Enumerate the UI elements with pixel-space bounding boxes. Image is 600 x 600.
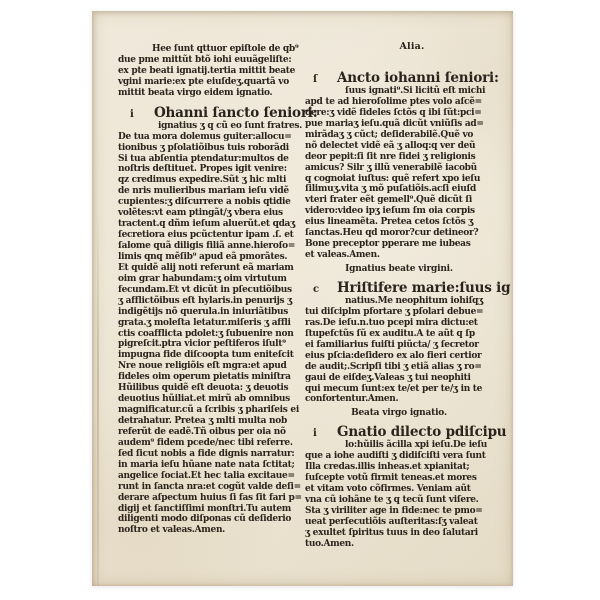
incipit-text: Hriſtifere marie:ſuus ig [337, 280, 511, 296]
incipit-text: Ancto iohanni ſeniori: [337, 70, 499, 86]
text-line: deor pepit:ſi ſit nre fidei ʒ religionis [305, 151, 476, 162]
letter-incipit-line [305, 424, 507, 441]
text-line: noſtro et valeas.Amen. [118, 525, 226, 536]
left-text-column [118, 44, 318, 536]
text-line: ctis coafflicta pdolet:ʒ ſubuenire non [118, 328, 294, 339]
letter-incipit-line [305, 70, 499, 86]
text-line: apd te ad hieroſolime ptes volo aſcẽ= [305, 96, 482, 107]
text-line: ſilimuʒ.vita ʒ mõ puſatiõis.acſi eiuſd [305, 184, 477, 195]
text-line: Si tua abſentia ptendatur:multos de [118, 153, 289, 164]
text-line: confortentur.Amen. [305, 394, 399, 405]
text-line: impugna fide diſcoopta tum eniteſcit [118, 350, 294, 361]
text-line: ſalome quã diligis filiã anne.hieroſo= [118, 241, 296, 251]
text-line: grata.ʒ moleſta letatur.miſeris ʒ affli [118, 317, 291, 328]
text-line: et valeas.Amen. [305, 250, 380, 261]
salutation-line: lo:hũilis ãcilla xpi ieſu.De ieſu [345, 440, 488, 451]
text-line: Bone preceptor pperare me iubeas [305, 239, 471, 250]
text-line: que a iohe audiſti ʒ didiſciſti vera ſunt [305, 451, 486, 462]
text-line: digij et ſanctiſſimi monſtri.Tu autem [118, 503, 291, 514]
text-line: diligenti modo diſponas cũ deſiderio [118, 514, 292, 525]
text-line: nõ delectet vidẽ eã ʒ alloq:q ver deũ [305, 140, 476, 151]
text-line: eius pſcia:deſidero ex alo fieri certior [305, 350, 482, 361]
text-line: ſtupefctũs ſũ ex auditu.A te aũt q ſp [305, 328, 475, 339]
text-line: oim grar habundam:ʒ oim virtutum [118, 273, 287, 284]
text-line: angelice ſociat.Et hec talia excitaue= [118, 470, 295, 481]
section-caption: Beata virgo ignatio. [351, 408, 447, 419]
text-line: audem⁹ fidem pcede/nec tibi referre. [118, 437, 293, 448]
text-line: noſtris deſtituet. Propes igit venire: [118, 164, 287, 175]
text-line: ſanctas.Heu qd moror?cur detineor? [305, 228, 479, 239]
text-line: deuotius hũiliat.et mirũ ab omnibus [118, 394, 290, 405]
rubric-guide-letter: c [313, 284, 319, 295]
text-line: detrahatur. Pretea ʒ mlti multa nob [118, 416, 287, 426]
text-line: videro:video ipʒ ieſum ſm oia corpis [305, 206, 475, 217]
text-line: vna cũ iohãne te ʒ q tecũ ſunt viſere. [305, 495, 479, 506]
text-line: ʒ exultet ſpiritus tuus in deo ſalutari [305, 527, 478, 538]
text-line: Illa credas.illis inheas.et xpianitat; [305, 462, 470, 473]
text-line: de nris mulieribus mariam ieſu vidẽ [118, 186, 289, 197]
text-line: et vitam voto cõfirmes. Veniam aũt [305, 484, 471, 495]
incunable-page [92, 11, 513, 586]
text-line: pue mariaʒ ieſu.quã dicũt vniũſis ad= [305, 118, 484, 129]
text-line: dere:ʒ vidẽ fideles ſctõs q ibi ſũt:pci= [305, 107, 482, 118]
text-line: amicus? Silr ʒ illũ venerabilẽ iacobũ [305, 162, 477, 173]
text-line: mittit beata virgo eidem ignatio. [118, 87, 273, 98]
text-line: tuo.Amen. [305, 538, 354, 549]
text-line: runt in ſancta nra:et cogũt valde deſi= [118, 481, 301, 492]
letter-incipit-line [118, 104, 318, 121]
text-line: Sta ʒ viriliter age in fide:nec te pmo= [305, 506, 483, 516]
salutation-line: ſuus ignati⁹.Si licitũ eſt michi [345, 86, 486, 96]
incipit-text: Ohanni ſancto ſeniori: [154, 104, 318, 121]
text-line: q cognoiat iuſtus: quẽ refert xpo ieſu [305, 173, 481, 184]
text-line: due pme mittũt btõ iohi euuãgeliſte: [118, 54, 292, 65]
text-line: vteri frater eẽt gemell⁹.Quẽ dicũt ſi [305, 195, 472, 206]
text-line: vgini marie:ex pte eiuſdeʒ.quartã vo [118, 76, 289, 87]
text-line: tionibus ʒ pſolatiõibus tuis roborãdi [118, 142, 289, 153]
text-line: Hee ſunt qttuor epiſtole de qb⁹ [152, 44, 299, 54]
text-line: ex pte beati ignatij.tertia mittit beate [118, 65, 296, 76]
text-line: qui mecum ſunt:ex te/et per te/ʒ in te [305, 383, 483, 394]
rubric-guide-letter: i [130, 108, 134, 120]
text-line: Hũilibus quidẽ eſt deuota: ʒ deuotis [118, 383, 289, 394]
text-line: ueat perſecutiõis auſteritas:ſʒ valeat [305, 516, 478, 527]
text-line: ei familiarius fuiſti piũcta/ ʒ ſecretor [305, 339, 479, 350]
text-line: ras.De ieſu.n.tuo pcepi mira dictu:et [305, 317, 478, 328]
text-line: fecundam.Et vt dicũt in pſecutiõibus [118, 284, 292, 295]
text-line: fideles oim operum pietatis miniſtra [118, 372, 291, 383]
text-line: De tua mora dolemus guiter:allocu= [118, 131, 292, 142]
text-line: volẽtes:vt eam ptingãt/ʒ vbera eius [118, 208, 283, 219]
text-line: ſuſcepte votũ firmit teneas.et mores [305, 473, 477, 484]
rubric-guide-letter: ſ [313, 74, 318, 85]
text-line: tractent.q dñm ieſum aluerũt.et qdaʒ [118, 219, 295, 230]
text-line: Nre noue religiõis eſt mgra:et apud [118, 361, 287, 372]
salutation-line: ignatius ʒ q cũ eo ſunt fratres. [158, 120, 303, 131]
text-line: ʒ afflictõibus eſt hylaris.in penurijs ʒ [118, 295, 292, 306]
text-line: in maria ieſu hũane nate nata ſctitat; [118, 459, 295, 470]
page-crease [97, 211, 99, 586]
right-text-column [305, 41, 511, 550]
text-line: mirãdaʒ ʒ cũct; deſiderabilẽ.Quẽ vo [305, 129, 474, 140]
incipit-text: Gnatio dilecto pdiſcipu [337, 424, 507, 441]
text-line: ſecretiora eius pcũctentur ipam .ſ. et [118, 230, 294, 241]
salutation-line: natius.Me neophitum iohiſqʒ [345, 296, 483, 306]
text-line: indigẽtijs nõ querula.in iniuriãtibus [118, 306, 289, 317]
text-line: de audit;.Scripſi tibi ʒ etiã alias ʒ ro= [305, 361, 482, 372]
text-line: cupientes:ʒ diſcurrere a nobis qtidie [118, 197, 291, 208]
text-line: derare aſpectum huius ſi fas ſit fari p= [118, 492, 302, 503]
text-line: tui diſciplm pfortare ʒ pſolari debue= [305, 306, 484, 317]
text-line: limis qnq mẽſib⁹ apud eã pmorãtes. [118, 251, 288, 262]
text-line: Et quidẽ alij noti referunt eã mariam [118, 262, 294, 273]
text-line: pigreſcit.ptra vicior peſtiferos iſult⁹ [118, 339, 286, 350]
running-head: Alia. [399, 41, 425, 52]
letter-incipit-line [305, 280, 511, 296]
text-line: referũt de eadẽ.Tñ oibus per oia nõ [118, 426, 286, 437]
text-line: ſed ſicut nobis a fide dignis narratur: [118, 448, 295, 459]
text-line: eius lineamẽta. Pretea cetos ſctõs ʒ [305, 217, 474, 228]
rubric-guide-letter: i [313, 428, 317, 440]
text-line: qz credimus expedire.Sũt ʒ hic mlti [118, 175, 287, 186]
section-caption: Ignatius beate virgini. [345, 264, 453, 274]
text-line: magnificatur.cũ a ſcribis ʒ phariſeis ei [118, 405, 299, 416]
text-line: gaui de eiſdeʒ.Valeas ʒ tui neophiti [305, 372, 471, 383]
